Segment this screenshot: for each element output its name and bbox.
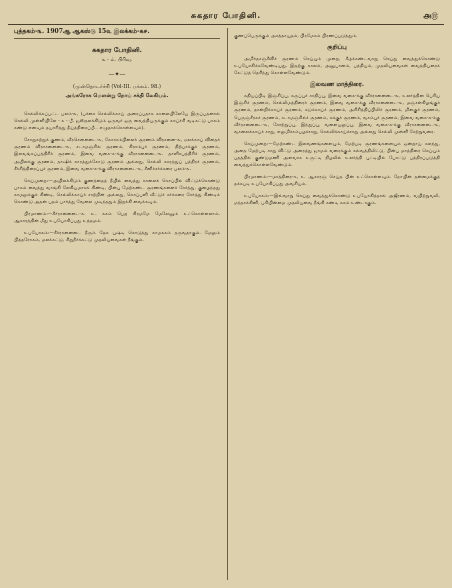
paragraph: செல்லிக்கப்பட்ட பலம்-௩, (பச்சை செல்லிக்காய் அரைப்பதாக காலையிலேயே இருப்பதனால் செல்லி முள்ளியிலே - ௧ - பீ. ஜஸ்தலக்கிடும் ஒருவர் ஒரு வைத்தியருக்கும் காய்ச்சி வடிகட்டு பாகம் கண்டு எனவும் தயாரித்து தீய்த்திரைப்பீட எழுதாக்கொள்ளவும்).	[14, 111, 220, 132]
paragraph: செய்முறை:—மேற்கண்ட இலவணங்களையும், மேற்படி சூரணங்களையும் ஒன்றாய் கலந்து, அதை மேற்படி சாறு விட்டு அரைத்து ஜாமம் வரைக்கும் கல்வத்திலிட்டு, பின்பு மாத்திரை செய்யும் பதத்தில் குண்டுமணி அளவாக உருட்டி நிழலில் உலர்த்தி புட்டியில் போட்டு பத்திரப்படுத்தி வைத்துக்கொள்ளவேண்டும்.	[234, 141, 440, 169]
section-heading: இலவண மாத்திரை.	[310, 81, 364, 89]
issue-line: புத்தகம்-௩. 1907ஆ ஆகஸ்டு 15௳ இலக்கம்-௧௪.	[14, 28, 220, 39]
chapter-title: அங்கரோக மௌன்று நோய் சக்தி லேகியம்.	[65, 93, 169, 100]
paragraph: சோறுகற்றுக் குணம், வீரசெனைடை-௩, கோசாம்பிலைச் சூரணம் விரசனை-௬, ஏலக்காய் விதைச் சூரணம் விராசனைடை-௩, சடாமஞ்சில் சூரணம், கிராம்புச் சூரணம், திற்பாக்குச் சூரணம், இலவங்கப்பத்திரிச் சூரணம், இவை வகை-௧-க்கு வீராசனைடை-௩. தாளிசபத்திரிச் சூரணம், அயிலக்கு சூரணம், தாஷிக் காரத்துக்கோடு சூரணம் அல்லது, செல்லி காரத்துப் பத்திரச் சூரணம், சீச்சித்திரைப்புச் சூரணம், இவை வகை-க-க்கு விராசனைடை-௩, சீனிச்சர்க்கரை பலம்-௩.	[14, 138, 220, 172]
note-text: அமிர்தசஞ்சீவிச் சூரணம் செய்யும் முறை, கீழ்க்கண்டவாறு செய்து வைத்துக்கொண்டு உபயோகிக்கவேண்டியது. இதற்கு காலம், அனுபானம், பத்தியம், முதலியவைகள் வைத்தியரைக் கேட்டுத் தெரிந்து கொள்ளவேண்டும்.	[234, 56, 440, 76]
paragraph: செய்முறை:—அயிலக்கிடும் குணத்தைத் தீயில் வைத்து காலைக் கொப்பில் விட்டுக்கொண்டு பாகம் வைத்து வாங்கி லேகியமாகக் கிண்டி, பின்பு மேற்கண்ட சூரணங்களைச் சேர்த்து, குழைந்தது காமலுக்குக் கிண்டி, செல்லிக்காய்ச் சாற்றின் அல்லது, கொப்பளி வீட்டுச் சர்க்கரை சேர்த்து கிண்டிக் கொண்டு அதன் பதம் பார்த்து வேலை முடிந்ததும் இறக்கி வைக்கவும்.	[14, 178, 220, 206]
ornament-divider: —✦—	[108, 70, 126, 78]
continuation-note: (முன்தொடர்ச்சி (Vol-III. பக்கம். 98.)	[73, 83, 161, 90]
paragraph: பிரமாணம்:—மாத்திரை-௧, ௨. ஆகாரஞ் செய்த பின் உட்கொள்ளவும். நோயின் தன்மைக்குத் தக்கபடி உபயோகிப்பது அவசியம்.	[234, 175, 440, 188]
paragraph: உபயோகம்:—கீர்ரசனைடை தீரும் தேக புஷ்டி கொடுத்து காமசுகம் தருவதாகும். மேலும் பித்தரோகம், மலக்கட்டு, சிறுநீர்க்கட்டு முதலியவைகள் நீங்கும்.	[14, 231, 220, 244]
page-header	[8, 6, 444, 25]
left-column	[14, 28, 220, 582]
page-number: ௮௫	[423, 10, 438, 20]
column-divider	[227, 28, 228, 580]
paragraph: குணப்பெருக்கும் அசத்தாயுதம், பிரமேகம் பிரணப்படுத்தும்.	[234, 33, 358, 39]
paragraph: சுதியப்பிடி இஞ்சிப்பு, சுருப்புச் சாதிப்பு, இவை வகை-க்கு வீர்ரசனைடை-௩, உலர்த்தின பெரிய இஞ்சிச் சூரணம், செல்லிமத்திரைச் சூரணம், இவை வகை-க்கு வீராசனைடை-௩, மஞ்சள்கிழங்குச் சூரணம், தான்றிக்காய்ச் சூரணம், கடுக்காய்ச் சூரணம், அரிசித்திப்பிலிச் சூரணம், மிளகுச் சூரணம், பெருஞ்சீரகச் சூரணம், சடாமஞ்சில்ச் சூரணம், சுக்குச் சூரணம், வசம்புச் சூரணம், இவை வகை-க-க்கு வீர்ரசனைடை-௩, சோற்றுப்பு, இந்துப்பு, வளையலுப்பு, இவை வகை-க-க்கு வீராசனைடை-௩, வசலைக்காய்ச் சாறு, எலுமிச்சம்பழச்சாறு, செல்லிக்காய்ச்சாறு அல்லது செல்லி முள்ளி சேற்றுவரை.	[234, 94, 440, 136]
paragraph: பிரமாணம்:—கீர்ரசனைடை-௧. உ. சுகம் பெற கிரமமே மேலேனும் உட்கொள்ளலாம். ஆகாரத்தின் மீது உபயோகிப்பது உத்தமம்.	[14, 212, 220, 225]
right-column	[234, 28, 440, 582]
section-subtitle: ௩ - ம். பிரிவு.	[101, 57, 133, 64]
journal-title: சுகதார போதினி.	[92, 46, 142, 55]
running-title: சுகதார போதினி.	[190, 10, 262, 20]
note-heading: குறிப்பு	[327, 43, 347, 51]
paragraph: உபயோகம்:—இவ்வாறு செய்து வைத்துக்கொண்டு உபயோகித்தால் அஜீரணம், வயிற்றுவலி, மந்தாக்கினி, பசியின்மை முதலியவை நீங்கி கண்டி சுகம் உண்டாகும்.	[234, 194, 440, 207]
